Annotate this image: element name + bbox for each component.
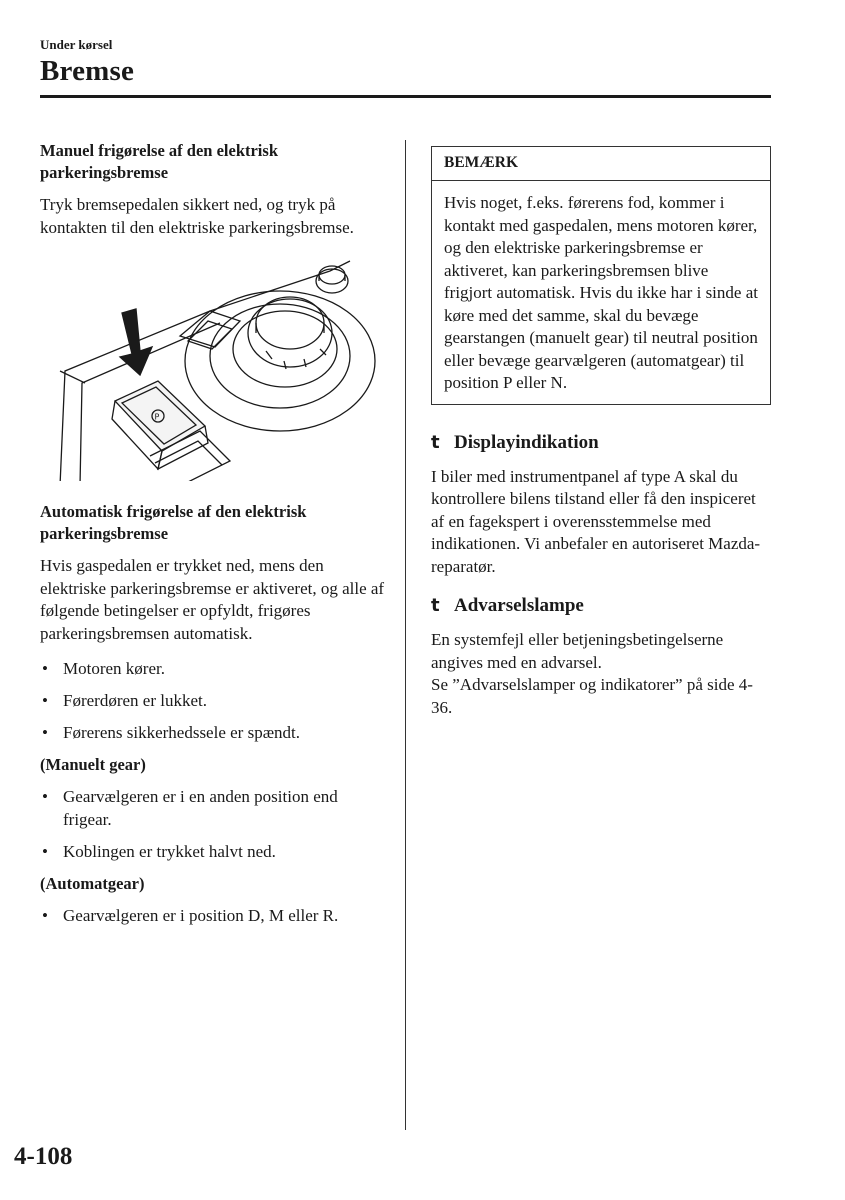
- conditions-list: [40, 658, 390, 745]
- parking-brake-switch-illustration: [40, 251, 390, 481]
- header-rule: [40, 95, 771, 98]
- list-item: • Førerdøren er lukket.: [42, 691, 207, 710]
- warning-light-heading: t Advarselslampe: [431, 595, 584, 616]
- manual-gear-label: (Manuelt gear): [40, 755, 146, 774]
- note-box: [431, 146, 771, 405]
- manual-release-heading: Manuel frigørelse af den elektrisk parkeringsbremse: [40, 141, 278, 182]
- section-marker-icon: t: [431, 431, 440, 453]
- svg-text:P: P: [154, 412, 160, 422]
- auto-gear-label: (Automatgear): [40, 873, 145, 893]
- auto-release-heading: Automatisk frigørelse af den elektrisk parkeringsbremse: [40, 502, 307, 543]
- note-title: BEMÆRK: [432, 147, 770, 181]
- column-divider: [405, 140, 406, 1130]
- display-indication-heading: t Displayindikation: [431, 431, 599, 453]
- manual-release-text: Tryk bremsepedalen sikkert ned, og tryk på kontakten til den elektriske parkeringsbremse.: [40, 195, 354, 237]
- note-text: Hvis noget, f.eks. førerens fod, kommer i kontakt med gaspedalen, mens motoren kører, og den elektriske parkeringsbremse er aktiveret, kan parkeringsbremsen blive frigjort automatisk. Hvis du ikke har i sinde at køre med det samme, skal du bevæge gearstangen (manuelt gear) til neutral position eller bevæge gearvælgeren (automatgear) til position P eller N.: [444, 193, 758, 392]
- right-column: [431, 146, 771, 719]
- left-column: [40, 140, 390, 937]
- page-number: 4-108: [14, 1143, 73, 1170]
- list-item: • Førerens sikkerhedssele er spændt.: [42, 723, 301, 742]
- list-item: • Gearvælgeren er i en anden position end frigear.: [42, 787, 338, 829]
- warning-light-reference: Se ”Advarselslamper og indikatorer” på side 4-36.: [431, 675, 753, 717]
- page-title: Bremse: [40, 55, 135, 87]
- warning-light-text: En systemfejl eller betjeningsbetingelserne angives med en advarsel.: [431, 630, 724, 672]
- manual-gear-list: [40, 786, 390, 863]
- section-marker-icon: t: [431, 595, 440, 616]
- list-item: • Motoren kører.: [42, 659, 165, 678]
- auto-gear-list: [40, 905, 390, 928]
- list-item: • Koblingen er trykket halvt ned.: [42, 841, 276, 861]
- section-label: Under kørsel: [40, 37, 113, 52]
- list-item: • Gearvælgeren er i position D, M eller R.: [42, 905, 339, 925]
- auto-release-text: Hvis gaspedalen er trykket ned, mens den elektriske parkeringsbremse er aktiveret, og alle af følgende betingelser er opfyldt, frigøres parkeringsbremsen automatisk.: [40, 556, 385, 643]
- display-indication-text: I biler med instrumentpanel af type A skal du kontrollere bilens tilstand eller få den inspiceret af en fagekspert i overensstemmelse med indikationen. Vi anbefaler en autoriseret Mazda-reparatør.: [431, 466, 761, 576]
